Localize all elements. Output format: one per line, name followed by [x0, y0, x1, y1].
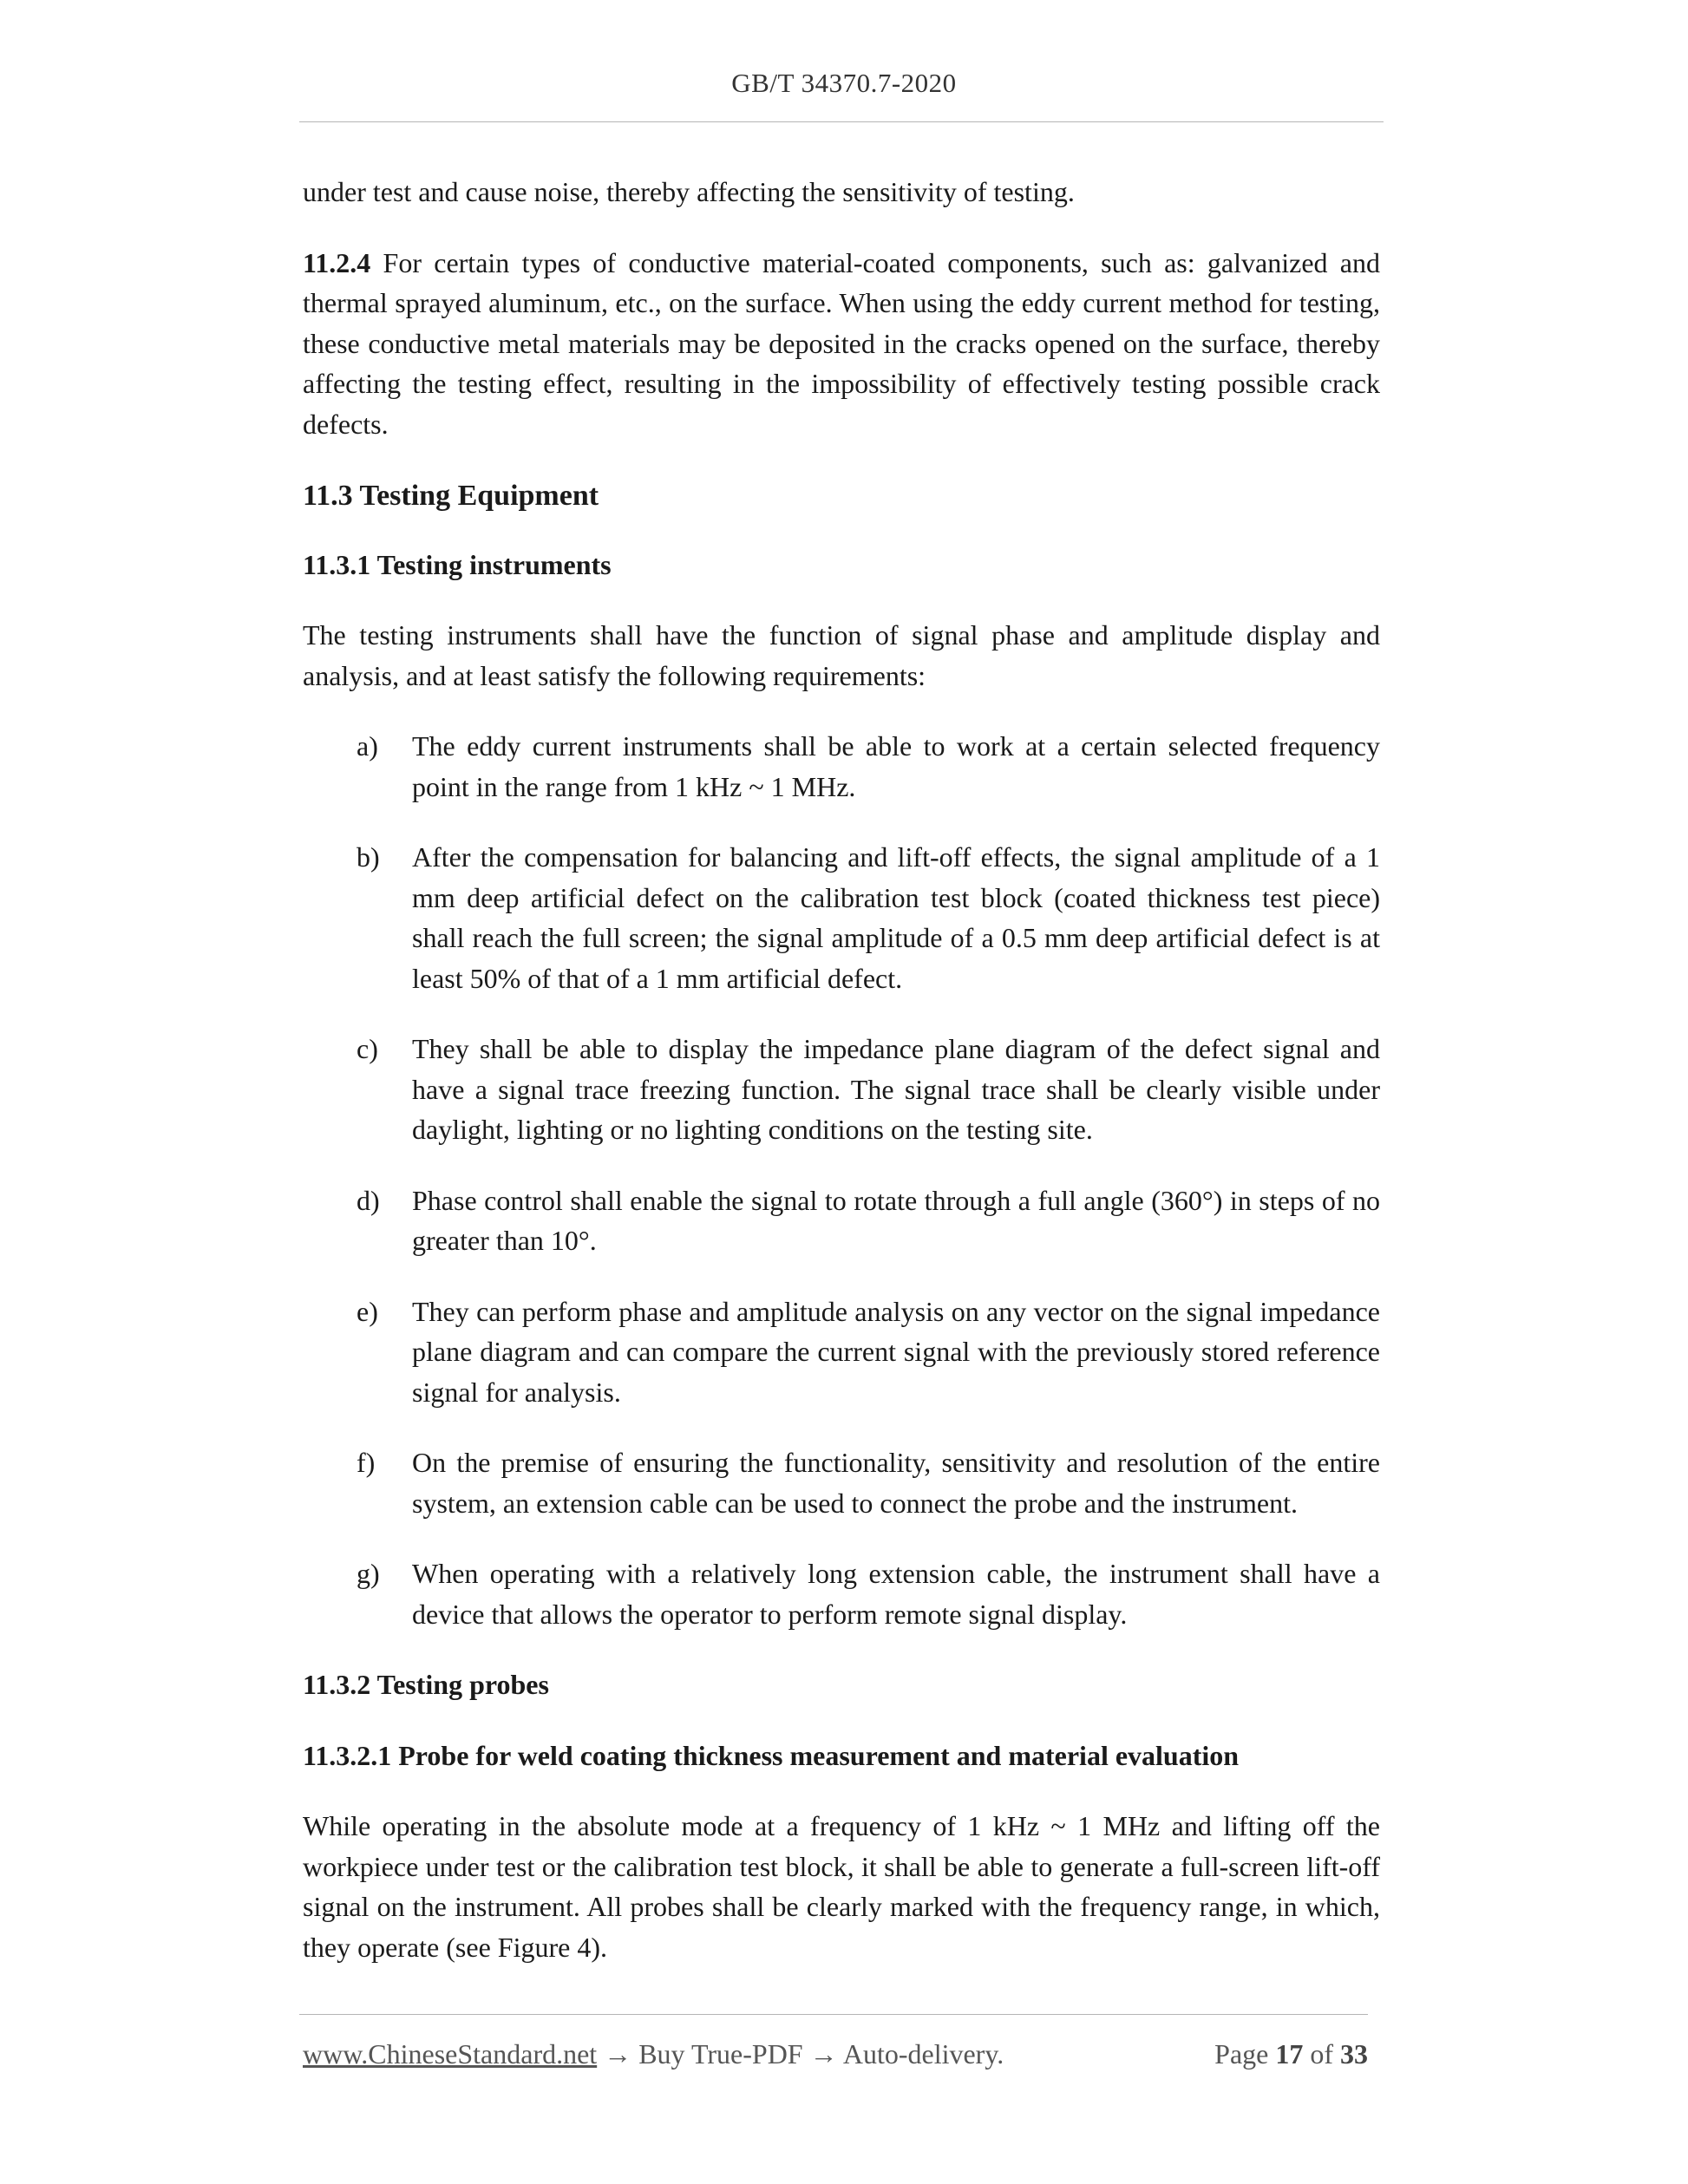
- list-item-marker: g): [357, 1558, 380, 1589]
- list-item: [303, 837, 1380, 998]
- list-item-text: On the premise of ensuring the functionality, sensitivity and resolution of the entire system, an extension cable can be used to connect the probe and the instrument.: [412, 1447, 1380, 1519]
- section-heading-11-3-2: 11.3.2 Testing probes: [303, 1669, 549, 1700]
- section-heading-11-3-1: 11.3.1 Testing instruments: [303, 549, 612, 580]
- list-item-text: The eddy current instruments shall be able to work at a certain selected frequency point in the range from 1 kHz ~ 1 MHz.: [412, 730, 1380, 802]
- clause-number: 11.2.4: [303, 246, 371, 278]
- list-item: [303, 726, 1380, 807]
- instruments-intro-paragraph: The testing instruments shall have the function of signal phase and amplitude display and analysis, and at least satisfy the following requirements:: [303, 619, 1380, 691]
- document-header-title: GB/T 34370.7-2020: [731, 68, 957, 98]
- list-item-text: They shall be able to display the impedance plane diagram of the defect signal and have a signal trace freezing function. The signal trace shall be clearly visible under daylight, lighting or no lighting conditions on the testing site.: [412, 1033, 1380, 1145]
- list-item: [303, 1442, 1380, 1523]
- continued-paragraph: under test and cause noise, thereby affecting the sensitivity of testing.: [303, 176, 1075, 207]
- list-item-text: They can perform phase and amplitude analysis on any vector on the signal impedance plane diagram and can compare the current signal with the previously stored reference signal for analysis.: [412, 1295, 1380, 1408]
- page-current: 17: [1275, 2038, 1304, 2070]
- list-item: [303, 1180, 1380, 1261]
- list-item-marker: b): [357, 841, 380, 873]
- list-item-marker: c): [357, 1033, 378, 1064]
- list-item-marker: f): [357, 1447, 376, 1478]
- footer-promo-text: → Buy True-PDF → Auto-delivery.: [597, 2038, 1004, 2070]
- header-divider: [299, 121, 1384, 122]
- list-item-marker: d): [357, 1184, 380, 1216]
- section-heading-11-3-2-1: 11.3.2.1 Probe for weld coating thickness measurement and material evaluation: [303, 1740, 1240, 1771]
- page-number: [1214, 2035, 1368, 2073]
- list-item: [303, 1029, 1380, 1150]
- list-item-marker: e): [357, 1295, 378, 1327]
- website-link[interactable]: www.ChineseStandard.net: [303, 2038, 598, 2070]
- list-item: [303, 1553, 1380, 1634]
- clause-11-2-4: [303, 243, 1380, 445]
- list-item: [303, 1291, 1380, 1413]
- footer-divider: [299, 2014, 1368, 2015]
- probe-requirements-paragraph: While operating in the absolute mode at a frequency of 1 kHz ~ 1 MHz and lifting off the workpiece under test or the calibration test block, it shall be able to generate a full-screen lift-off signal on the instrument. All probes shall be clearly marked with the frequency range, in which, they operate (see Figure 4).: [303, 1810, 1380, 1963]
- page-label: Page: [1214, 2038, 1269, 2070]
- requirements-list: [303, 726, 1380, 1634]
- footer-promo: [303, 2035, 1004, 2073]
- list-item-text: Phase control shall enable the signal to rotate through a full angle (360°) in steps of no greater than 10°.: [412, 1184, 1380, 1256]
- list-item-marker: a): [357, 730, 378, 762]
- page-total: 33: [1340, 2038, 1368, 2070]
- page-of-label: of: [1310, 2038, 1333, 2070]
- list-item-text: After the compensation for balancing and lift-off effects, the signal amplitude of a 1 mm deep artificial defect on the calibration test block (coated thickness test piece) shall reach the full screen; the signal amplitude of a 0.5 mm deep artificial defect is at least 50% of that of a 1 mm artificial defect.: [412, 841, 1380, 994]
- clause-text: For certain types of conductive material-coated components, such as: galvanized and thermal sprayed aluminum, etc., on the surface. When using the eddy current method for testing, these conductive metal materials may be deposited in the cracks opened on the surface, thereby affecting the testing effect, resulting in the impossibility of effectively testing possible crack defects.: [303, 246, 1381, 440]
- list-item-text: When operating with a relatively long extension cable, the instrument shall have a device that allows the operator to perform remote signal display.: [412, 1558, 1380, 1630]
- section-heading-11-3: 11.3 Testing Equipment: [303, 480, 599, 512]
- document-body: [303, 172, 1380, 1998]
